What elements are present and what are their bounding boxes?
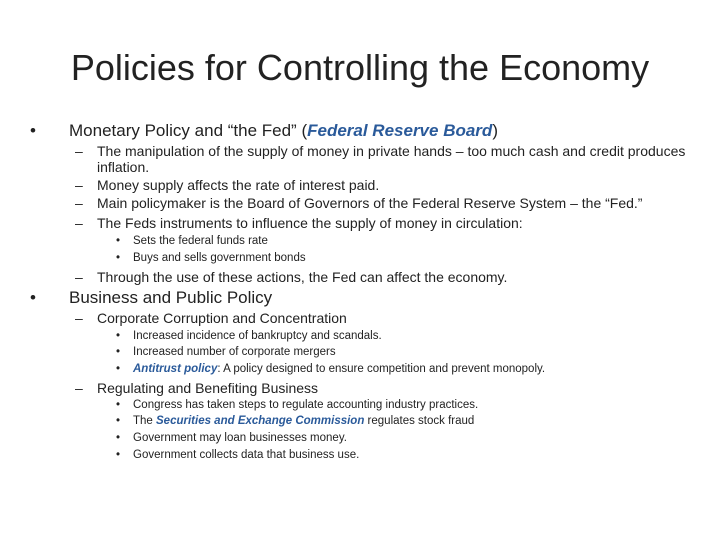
subitem-feds-instruments: – The Feds instruments to influence the supply of money in circulation: bbox=[75, 215, 523, 231]
bullet-symbol: • bbox=[30, 121, 36, 140]
subitem-main-policymaker: – Main policymaker is the Board of Governors of the Federal Reserve System – the “Fed.” bbox=[75, 195, 643, 211]
subsubitem-sec: • The Securities and Exchange Commission regulates stock fraud bbox=[116, 415, 475, 427]
highlight-sec: Securities and Exchange Commission bbox=[156, 415, 365, 427]
bullet-symbol: • bbox=[30, 288, 36, 307]
subsubitem-bonds: • Buys and sells government bonds bbox=[116, 252, 306, 264]
subitem-regulating-business: – Regulating and Benefiting Business bbox=[75, 380, 319, 396]
subitem-fed-affect-economy: – Through the use of these actions, the Fed can affect the economy. bbox=[75, 269, 508, 285]
slide: Policies for Controlling the Economy • Monetary Policy and “the Fed” (Federal Reserve Board) – The manipulation of the supply of money in private hands – too much cash and credit produces inflation. – Money supply affects the rate of interest paid. – Main policymaker is the Board of Governors of the Federal Reserve System – the “Fed.” – The Feds instruments to influence the supply of money in circulation: • Sets the federal funds rate • Buys and sells government bonds – Through the use of these actions, the Fed can affect the economy. • Business and Public Policy – Corporate Corruption and Concentration • Increased incidence of bankruptcy and scandals. • Increased number of corporate mergers • Antitrust policy: A policy designed to ensure competition and prevent monopoly. – Regulating and Benefiting Business • Congress has taken steps to regulate accounting industry practices. • The Securities and Exchange Commission regulates stock fraud • Government may loan businesses money. • Government collects data that business use. bbox=[0, 0, 720, 540]
highlight-antitrust-policy: Antitrust policy bbox=[133, 363, 218, 375]
subsubitem-bankruptcy: • Increased incidence of bankruptcy and scandals. bbox=[116, 330, 382, 342]
subsubitem-data: • Government collects data that business use. bbox=[116, 449, 360, 461]
subsubitem-congress: • Congress has taken steps to regulate accounting industry practices. bbox=[116, 399, 479, 411]
highlight-federal-reserve-board: Federal Reserve Board bbox=[307, 121, 493, 140]
subitem-manipulation: – The manipulation of the supply of money in private hands – too much cash and credit produces inflation. bbox=[75, 143, 686, 175]
slide-title: Policies for Controlling the Economy bbox=[70, 47, 650, 88]
subitem-corporate-corruption: – Corporate Corruption and Concentration bbox=[75, 310, 347, 326]
bullet-text: Monetary Policy and “the Fed” (Federal Reserve Board) bbox=[69, 121, 498, 140]
subsubitem-antitrust: • Antitrust policy: A policy designed to ensure competition and prevent monopoly. bbox=[116, 363, 546, 375]
subsubitem-funds-rate: • Sets the federal funds rate bbox=[116, 235, 268, 247]
subitem-money-supply: – Money supply affects the rate of interest paid. bbox=[75, 177, 380, 193]
subsubitem-loan: • Government may loan businesses money. bbox=[116, 432, 347, 444]
subsubitem-mergers: • Increased number of corporate mergers bbox=[116, 346, 336, 358]
